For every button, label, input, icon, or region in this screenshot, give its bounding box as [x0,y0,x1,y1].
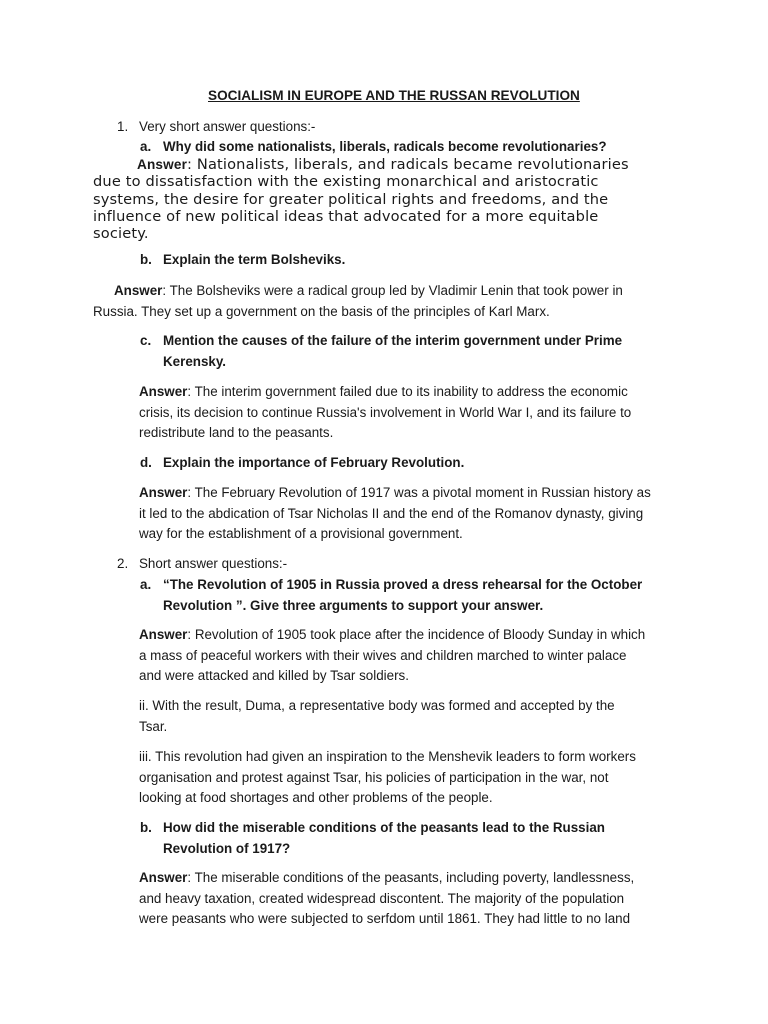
answer-line: : The Bolsheviks were a radical group led by Vladimir Lenin that took power in [162,283,623,298]
question-line: Revolution of 1917? [163,840,291,856]
answer-line: way for the establishment of a provisional government. [139,526,463,541]
answer-1b [93,281,623,322]
question-line: Revolution ”. Give three arguments to support your answer. [163,597,544,613]
question-line: Kerensky. [163,353,227,369]
answer-line: were peasants who were subjected to serfdom until 1861. They had little to no land [139,911,631,926]
question-2a-letter: a. [140,577,152,592]
answer-line: : The February Revolution of 1917 was a pivotal moment in Russian history as [187,485,651,500]
section-2-heading: Short answer questions:- [139,556,288,571]
section-1-number: 1. [117,119,129,134]
answer-line: organisation and protest against Tsar, his policies of participation in the war, not [139,769,609,785]
answer-line: looking at food shortages and other problems of the people. [139,790,493,805]
question-2b-letter: b. [140,820,152,835]
question-1a-text: Why did some nationalists, liberals, radicals become revolutionaries? [163,139,607,154]
answer-line: systems, the desire for greater political rights and freedoms, and the [93,190,609,208]
answer-line: Russia. They set up a government on the basis of the principles of Karl Marx. [93,303,550,319]
question-line: How did the miserable conditions of the peasants lead to the Russian [163,820,605,835]
question-1b-letter: b. [140,252,152,267]
document-title: SOCIALISM IN EUROPE AND THE RUSSAN REVOLUTION [208,88,580,103]
question-1b-text: Explain the term Bolsheviks. [163,252,346,267]
answer-label: Answer [139,384,188,399]
question-1d-letter: d. [140,455,152,470]
answer-line: : The miserable conditions of the peasants, including poverty, landlessness, [187,870,635,885]
answer-line: due to dissatisfaction with the existing monarchical and aristocratic [93,173,599,191]
answer-1c [139,382,631,444]
answer-line: redistribute land to the peasants. [139,425,334,440]
answer-1a [93,156,653,242]
answer-label: Answer [137,157,188,172]
answer-line: crisis, its decision to continue Russia's involvement in World War I, and its failure to [139,404,632,420]
section-2-number: 2. [117,556,129,571]
answer-line: : Nationalists, liberals, and radicals became revolutionaries [187,156,629,173]
answer-line: influence of new political ideas that advocated for a more equitable [93,207,599,225]
answer-line: : The interim government failed due to its inability to address the economic [187,384,628,399]
question-1d-text: Explain the importance of February Revolution. [163,455,465,470]
answer-label: Answer [139,870,188,885]
question-1a-letter: a. [140,139,152,154]
question-2a-text [163,575,642,616]
question-line: Mention the causes of the failure of the interim government under Prime [163,333,623,348]
answer-line: a mass of peaceful workers with their wives and children marched to winter palace [139,647,627,663]
answer-line: ii. With the result, Duma, a representative body was formed and accepted by the [139,698,615,713]
section-1-heading: Very short answer questions:- [139,119,316,134]
answer-label: Answer [114,283,163,298]
answer-line: : Revolution of 1905 took place after the incidence of Bloody Sunday in which [187,627,646,642]
question-2b-text [163,818,605,859]
answer-1d [139,483,651,545]
answer-2b [139,868,634,930]
answer-2a-point-3 [139,747,636,809]
question-1c-letter: c. [140,333,152,348]
answer-line: iii. This revolution had given an inspiration to the Menshevik leaders to form workers [139,749,636,764]
answer-2a-point-2 [139,696,615,737]
answer-label: Answer [139,627,188,642]
question-1c-text [163,331,622,372]
question-line: “The Revolution of 1905 in Russia proved a dress rehearsal for the October [163,577,643,592]
answer-line: and were attacked and killed by Tsar soldiers. [139,668,409,683]
answer-2a [139,625,645,687]
answer-line: Tsar. [139,718,168,734]
answer-line: it led to the abdication of Tsar Nicholas II and the end of the Romanov dynasty, giving [139,505,644,521]
answer-line: society. [93,225,149,243]
answer-line: and heavy taxation, created widespread discontent. The majority of the population [139,890,625,906]
answer-label: Answer [139,485,188,500]
